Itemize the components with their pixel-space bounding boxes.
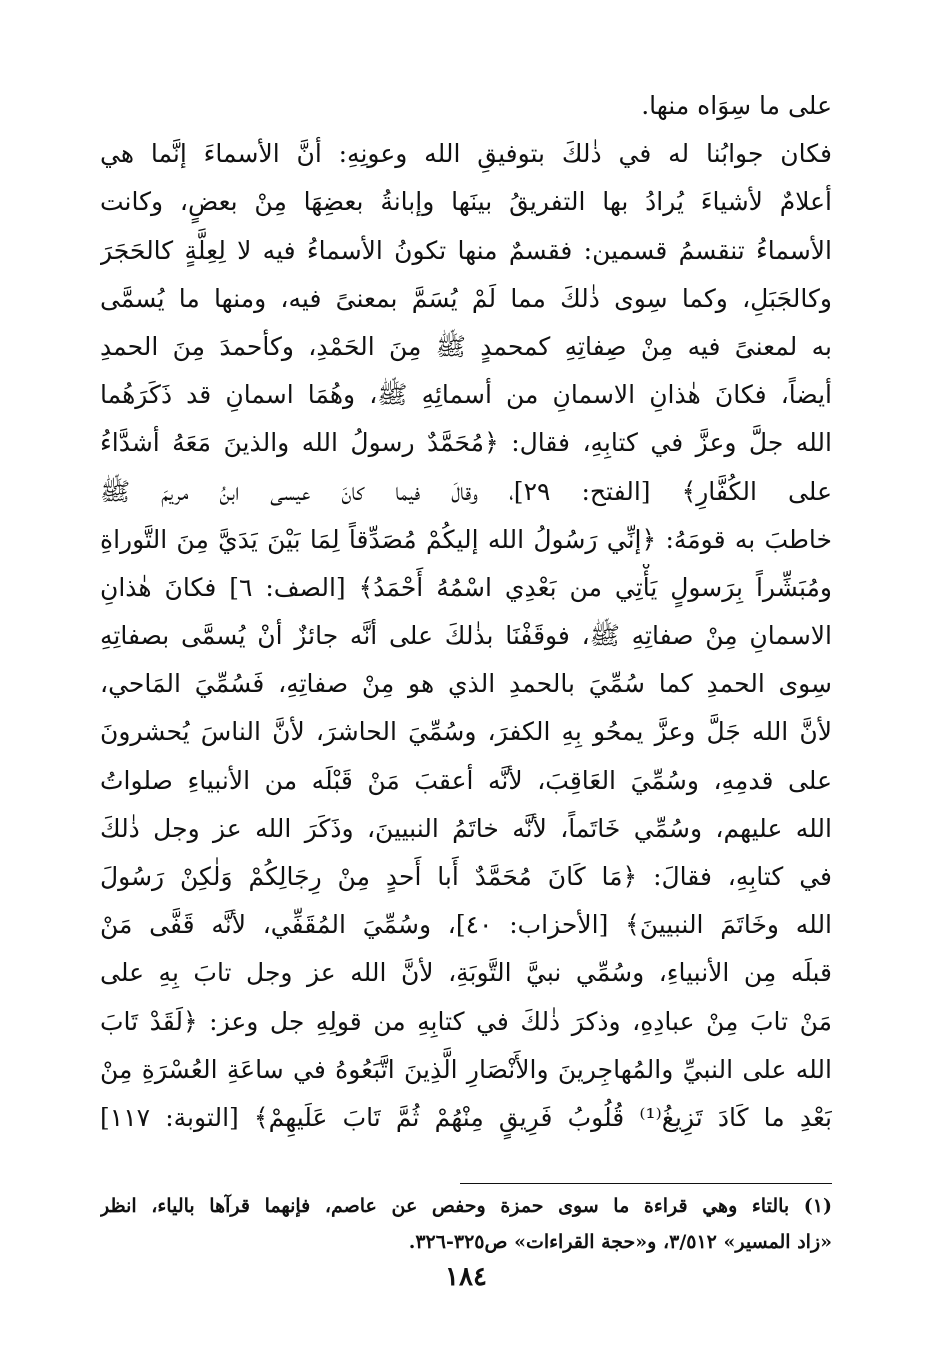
footnote-line: «زاد المسير» ٣/٥١٢، و«حجة القراءات» ص٣٢٥-٣٢٦.	[408, 1231, 832, 1253]
text-line: على قدمِهِ، وسُمِّيَ العَاقِبَ، لأنَّه أعقبَ مَنْ قَبْلَه من الأنبياءِ صلواتُ	[100, 765, 832, 795]
text-line: مَنْ تابَ مِنْ عبادِهِ، وذكرَ ذٰلكَ في كتابِهِ من قولِهِ جل وعز: ﴿لَقَدْ تَابَ	[100, 1006, 832, 1036]
page-number: ١٨٤	[445, 1262, 487, 1292]
text-line: على الكُفَّارِ﴾ [الفتح: ٢٩]، وقالَ فيما كانَ عيسى ابنُ مريمَ ﷺ	[100, 476, 832, 506]
text-line: وكالجَبَلِ، وكما سِوى ذٰلكَ مما لَمْ يُسَمَّ بمعنىً فيه، ومنها ما يُسمَّى	[100, 283, 832, 313]
text-line: به لمعنىً فيه مِنْ صِفاتِهِ كمحمدٍ ﷺ مِنَ الحَمْدِ، وكأحمدَ مِنَ الحمدِ	[100, 331, 832, 361]
footnote-divider	[460, 1183, 832, 1184]
main-text	[100, 82, 832, 1142]
footnote	[100, 1188, 832, 1260]
text-line: الاسمانِ مِنْ صفاتِهِ ﷺ، فوقَفْنَا بذٰلكَ على أنَّه جائزٌ أنْ يُسمَّى بصفاتِهِ	[100, 621, 832, 651]
text-line: لأنَّ الله جَلَّ وعزَّ يمحُو بِهِ الكفرَ، وسُمِّيَ الحاشرَ، لأنَّ الناسَ يُحشرونَ	[100, 717, 832, 747]
text-line: الله على النبيِّ والمُهاجِرينَ والأَنْصَارِ الَّذِينَ اتَّبَعُوهُ في ساعَةِ العُسْرَةِ مِنْ	[100, 1054, 832, 1084]
text-line: الأسماءُ تنقسمُ قسمين: فقسمٌ منها تكونُ الأسماءُ فيه لا لِعِلَّةٍ كالحَجَرَ	[100, 235, 832, 265]
text-line: الله جلَّ وعزَّ في كتابِهِ، فقال: ﴿مُحَمَّدٌ رسولُ الله والذينَ مَعَهُ أشدَّاءُ	[100, 428, 832, 458]
text-line: الله وخَاتَمَ النبيينَ﴾ [الأحزاب: ٤٠]، وسُمِّيَ المُقَفِّي، لأنَّه قَفَّى مَنْ	[100, 910, 832, 940]
text-line: فكان جوابُنا له في ذٰلكَ بتوفيقِ الله وعونِهِ: أنَّ الأسماءَ إنَّما هي	[100, 139, 832, 169]
text-line: خاطبَ به قومَهُ: ﴿إنِّي رَسُولُ الله إليكُمْ مُصَدِّقاً لِمَا بَيْنَ يَدَيَّ مِنَ التَّوراةِ	[100, 524, 832, 554]
text-line: ومُبَشِّراً بِرَسولٍ يَأْتِي من بَعْدِي اسْمُهُ أَحْمَدُ﴾ [الصف: ٦] فكانَ هٰذانِ	[100, 572, 832, 602]
text-line: في كتابِهِ، فقالَ: ﴿مَا كَانَ مُحَمَّدٌ أَبا أَحدٍ مِنْ رِجَالِكُمْ وَلٰكِنْ رَسُولَ	[100, 862, 832, 891]
text-line: أعلامٌ لأشياءَ يُرادُ بها التفريقُ بينَها وإبانةُ بعضِهَا مِنْ بعضٍ، وكانت	[100, 187, 832, 217]
text-line: الله عليهم، وسُمِّي خَاتَماً، لأنَّه خاتَمُ النبيينَ، وذَكَرَ الله عز وجل ذٰلكَ	[100, 813, 832, 843]
text-line: أيضاً، فكانَ هٰذانِ الاسمانِ من أسمائِهِ ﷺ، وهُمَا اسمانِ قد ذَكَرَهُما	[100, 380, 832, 410]
text-line: على ما سِوَاه منها.	[641, 91, 832, 120]
text-line: بَعْدِ ما كَادَ تَزِيغُ⁽¹⁾ قُلُوبُ فَرِيقٍ مِنْهُمْ ثُمَّ تَابَ عَلَيهِمْ﴾ [التوبة: ١١٧]	[100, 1102, 832, 1132]
text-line: قبلَه مِن الأنبياءِ، وسُمِّي نبيَّ التَّوبَةِ، لأنَّ الله عز وجل تابَ بِهِ على	[100, 958, 832, 988]
text-line: سِوى الحمدِ كما سُمِّيَ بالحمدِ الذي هو مِنْ صفاتِهِ، فَسُمِّيَ المَاحي،	[100, 669, 832, 699]
footnote-line: (١) بالتاء وهي قراءة ما سوى حمزة وحفص عن عاصم، فإنهما قرآها بالياء، انظر	[100, 1195, 832, 1217]
